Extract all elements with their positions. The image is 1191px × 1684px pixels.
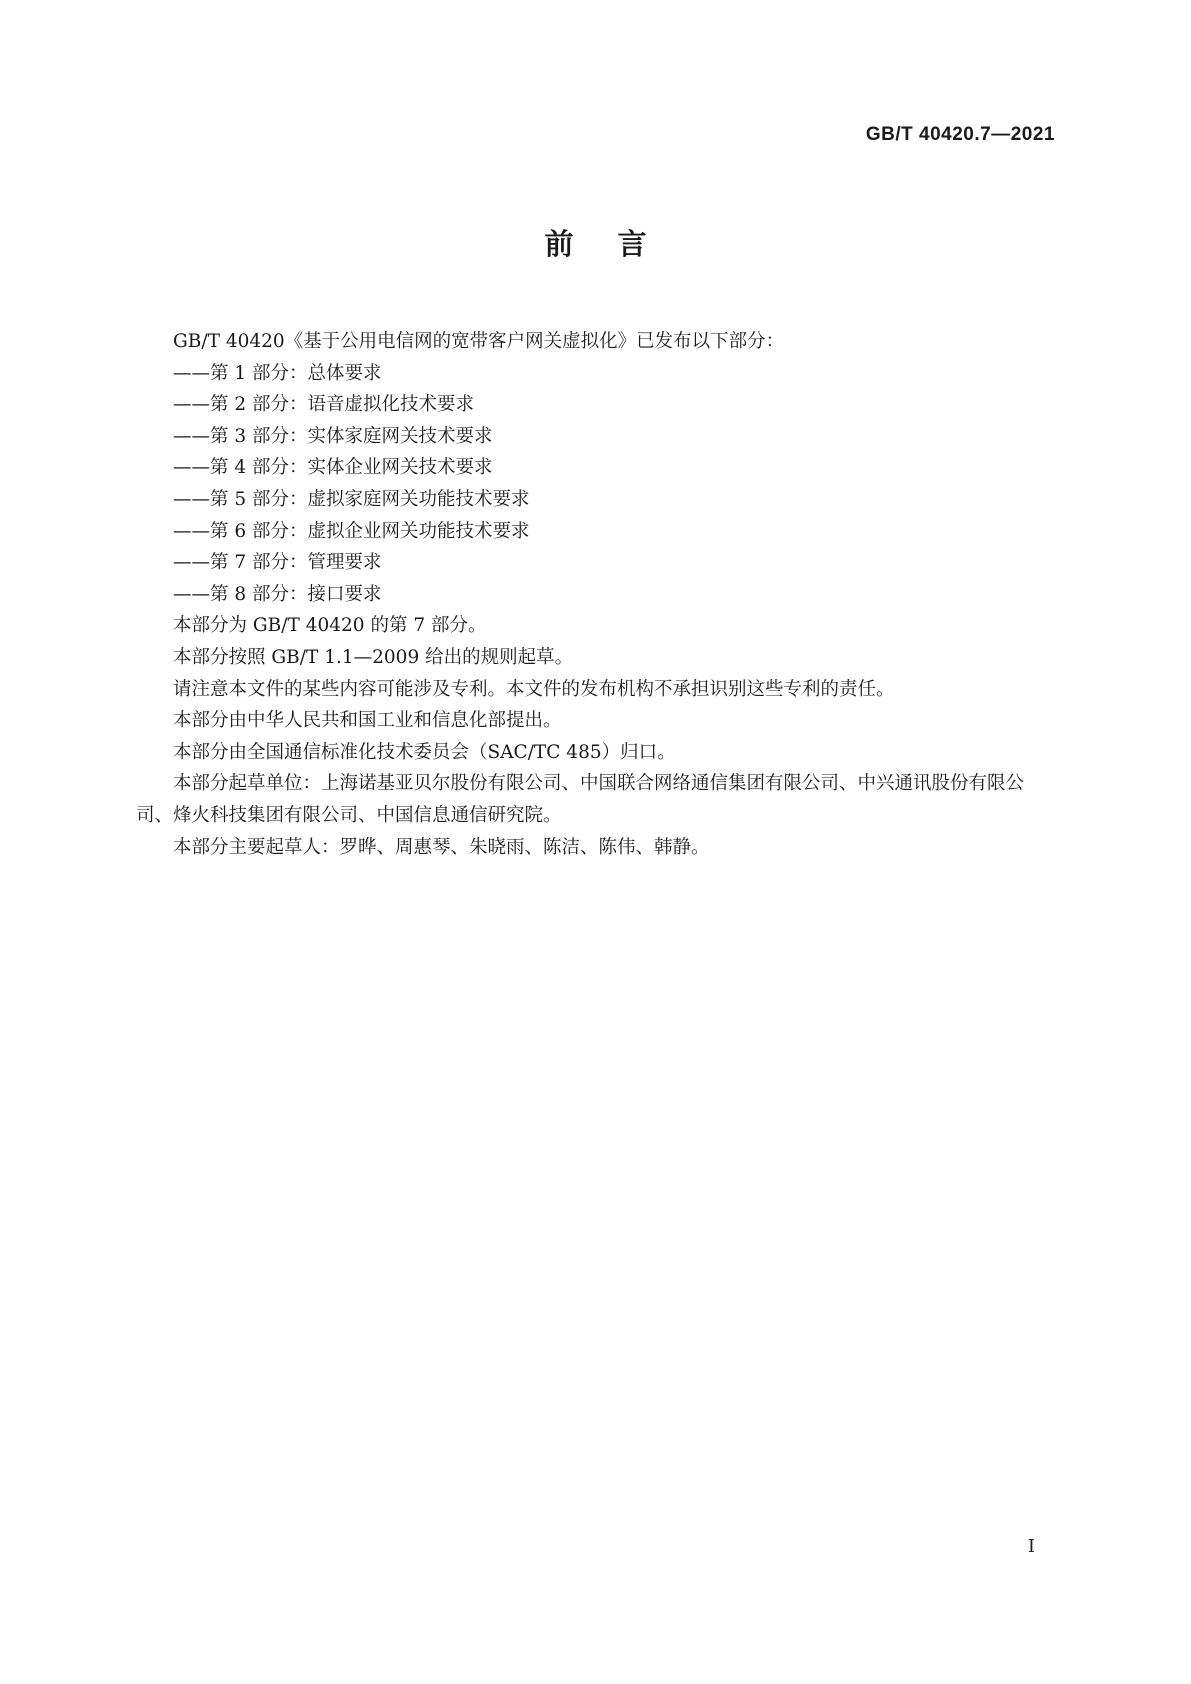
paragraph-part-number: 本部分为 GB/T 40420 的第 7 部分。 bbox=[173, 615, 487, 637]
paragraph-committee: 本部分由全国通信标准化技术委员会（SAC/TC 485）归口。 bbox=[173, 741, 676, 763]
part-list-item: ——第 2 部分：语音虚拟化技术要求 bbox=[173, 394, 475, 416]
page-title: 前言 bbox=[544, 227, 691, 261]
page-number: I bbox=[1027, 1536, 1035, 1557]
foreword-body bbox=[136, 326, 1056, 863]
paragraph-proposer: 本部分由中华人民共和国工业和信息化部提出。 bbox=[173, 710, 562, 732]
intro-paragraph: GB/T 40420《基于公用电信网的宽带客户网关虚拟化》已发布以下部分： bbox=[173, 331, 785, 352]
part-list-item: ——第 1 部分：总体要求 bbox=[173, 362, 382, 384]
part-list-item: ——第 7 部分：管理要求 bbox=[173, 552, 382, 574]
standard-number: GB/T 40420.7—2021 bbox=[865, 124, 1055, 145]
part-list-item: ——第 4 部分：实体企业网关技术要求 bbox=[173, 457, 493, 479]
part-list-item: ——第 8 部分：接口要求 bbox=[173, 583, 382, 605]
paragraph-drafting-rules: 本部分按照 GB/T 1.1—2009 给出的规则起草。 bbox=[173, 646, 574, 668]
paragraph-drafting-units: 本部分起草单位：上海诺基亚贝尔股份有限公司、中国联合网络通信集团有限公司、中兴通讯股份有限公司、烽火科技集团有限公司、中国信息通信研究院。 bbox=[136, 773, 1025, 826]
paragraph-patent-notice: 请注意本文件的某些内容可能涉及专利。本文件的发布机构不承担识别这些专利的责任。 bbox=[173, 678, 895, 700]
part-list-item: ——第 6 部分：虚拟企业网关功能技术要求 bbox=[173, 520, 530, 542]
part-list-item: ——第 3 部分：实体家庭网关技术要求 bbox=[173, 425, 493, 447]
paragraph-drafters: 本部分主要起草人：罗晔、周惠琴、朱晓雨、陈洁、陈伟、韩静。 bbox=[173, 836, 710, 858]
part-list-item: ——第 5 部分：虚拟家庭网关功能技术要求 bbox=[173, 488, 530, 510]
